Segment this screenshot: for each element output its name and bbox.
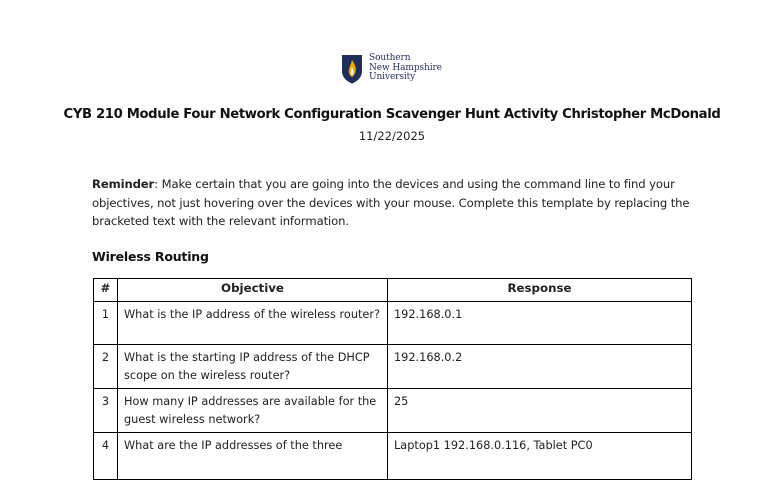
snhu-logo	[341, 54, 442, 84]
table-row	[94, 433, 692, 480]
table-row	[94, 345, 692, 389]
row-response: 25	[388, 389, 692, 433]
row-response: 192.168.0.2	[388, 345, 692, 389]
row-number: 1	[94, 302, 118, 345]
snhu-shield-icon	[341, 54, 363, 84]
row-number: 2	[94, 345, 118, 389]
row-response: Laptop1 192.168.0.116, Tablet PC0	[388, 433, 692, 480]
row-objective: How many IP addresses are available for the guest wireless network?	[118, 389, 388, 433]
logo-line-1: Southern	[369, 53, 411, 63]
row-objective: What is the starting IP address of the DHCP scope on the wireless router?	[118, 345, 388, 389]
header-number: #	[94, 279, 118, 302]
objectives-table	[93, 278, 692, 480]
document-title: CYB 210 Module Four Network Configuration Scavenger Hunt Activity Christopher McDonald	[63, 107, 721, 122]
section-heading: Wireless Routing	[92, 249, 209, 264]
row-response: 192.168.0.1	[388, 302, 692, 345]
row-number: 4	[94, 433, 118, 480]
reminder-text: : Make certain that you are going into the devices and using the command line to find your objectives, not just hovering over the devices with your mouse. Complete this template by replacing the bracketed text with the relevant information.	[92, 177, 690, 228]
logo-line-2: New Hampshire	[369, 62, 442, 73]
document-date: 11/22/2025	[358, 129, 426, 143]
reminder-paragraph	[92, 175, 692, 231]
row-objective: What is the IP address of the wireless router?	[118, 302, 388, 345]
row-number: 3	[94, 389, 118, 433]
logo-line-3: University	[369, 72, 416, 82]
header-objective: Objective	[118, 279, 388, 302]
row-objective: What are the IP addresses of the three	[118, 433, 388, 480]
table-row	[94, 302, 692, 345]
university-name	[369, 54, 442, 83]
header-response: Response	[388, 279, 692, 302]
reminder-label: Reminder	[92, 177, 155, 191]
table-header-row	[94, 279, 692, 302]
table-row	[94, 389, 692, 433]
